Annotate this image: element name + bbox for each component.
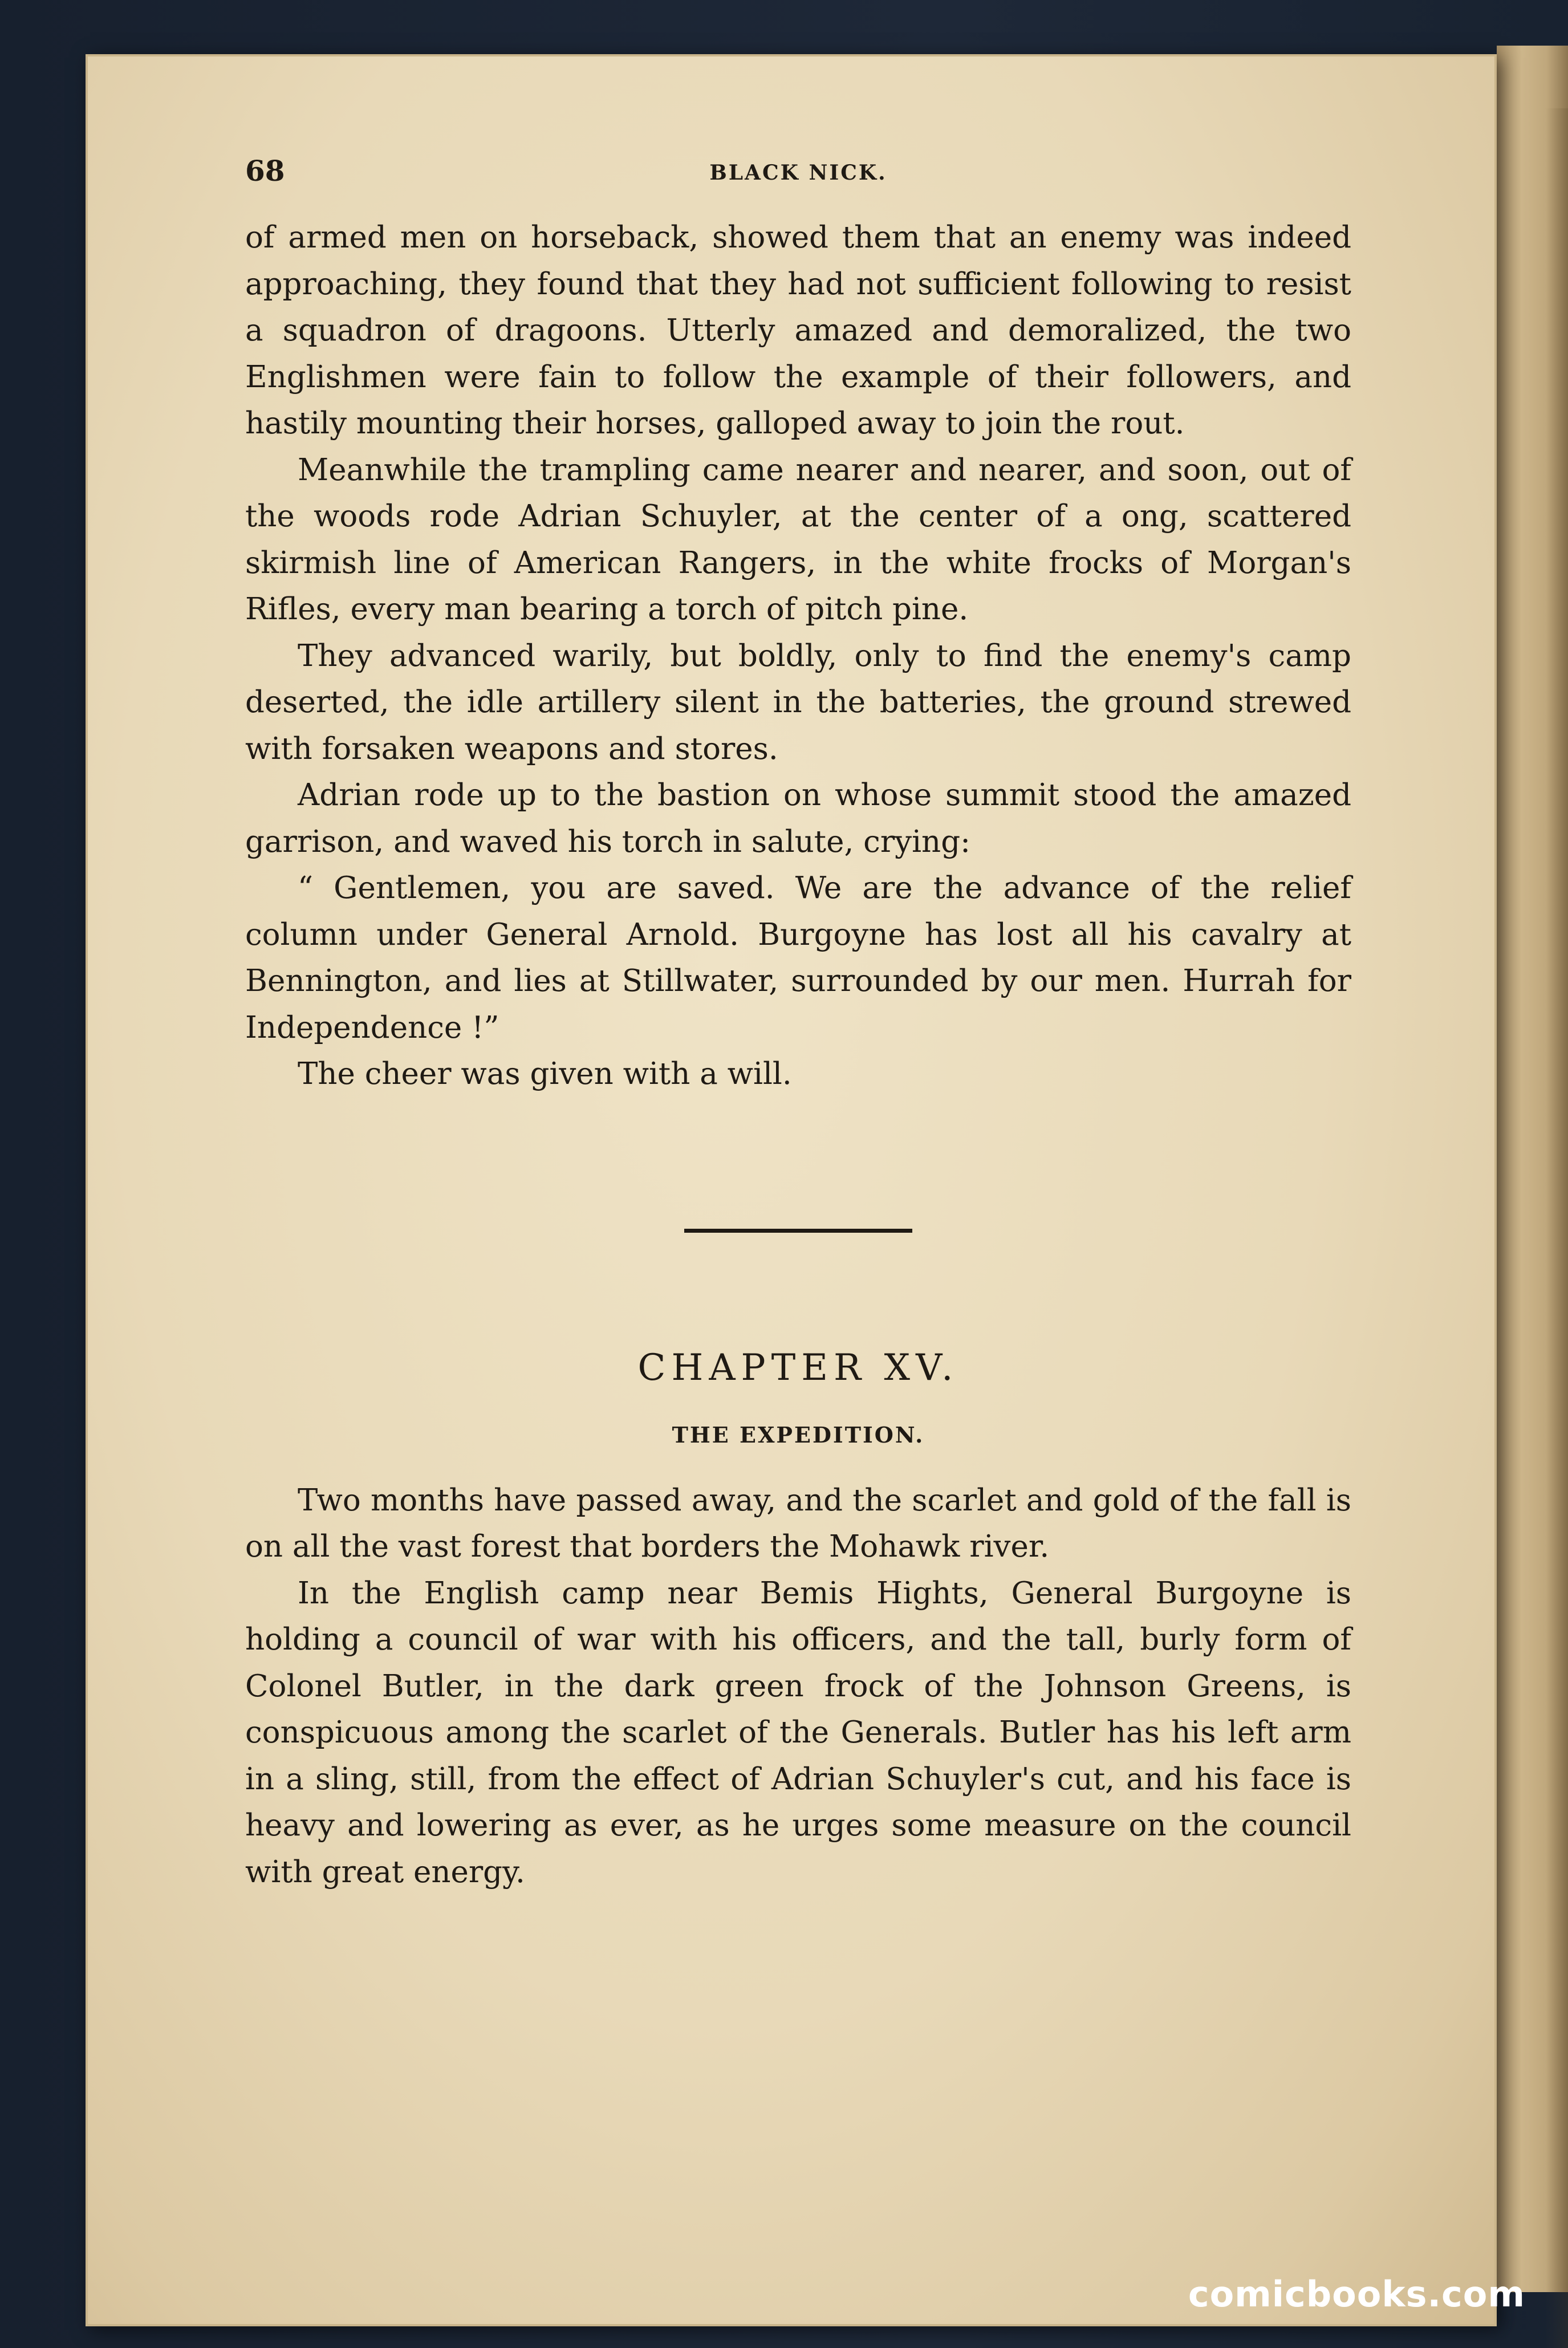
- gutter-shadow: [1545, 108, 1568, 2348]
- paragraph: The cheer was given with a will.: [298, 1057, 792, 1091]
- section-divider: [684, 1229, 912, 1233]
- paragraph: of armed men on horseback, showed them that an enemy was indeed approaching, they found that they had not sufficient following to resist a squadron of dragoons. Utterly amazed and demoralized, the two Englishmen were fain to follow the example of their followers, and hastily mounting their horses, galloped away to join the rout.: [245, 220, 1351, 441]
- paragraph: In the English camp near Bemis Hights, General Burgoyne is holding a council of war with his officers, and the tall, burly form of Colonel Butler, in the dark green frock of the Johnson Greens, is conspicuous among the scarlet of the Generals. Butler has his left arm in a sling, still, from the effect of Adrian Schuyler's cut, and his face is heavy and lowering as ever, as he urges some measure on the council with great energy.: [245, 1575, 1351, 1890]
- page-number: 68: [245, 154, 285, 188]
- running-head: [245, 149, 1351, 195]
- page-text: [245, 149, 1351, 1895]
- paragraph: Adrian rode up to the bastion on whose summit stood the amazed garrison, and waved his torch in salute, crying:: [245, 778, 1351, 859]
- paragraph: “ Gentlemen, you are saved. We are the advance of the relief column under General Arnold. Burgoyne has lost all his cavalry at Bennington, and lies at Stillwater, surrounded by our men. Hurrah for Independence !”: [245, 871, 1351, 1045]
- running-title: BLACK NICK.: [709, 161, 887, 185]
- paragraph: They advanced warily, but boldly, only to find the enemy's camp deserted, the idle artillery silent in the batteries, the ground strewed with forsaken weapons and stores.: [245, 638, 1351, 766]
- chapter-title: CHAPTER XV.: [637, 1346, 959, 1389]
- chapter-subtitle: THE EXPEDITION.: [672, 1421, 925, 1448]
- paragraph: Meanwhile the trampling came nearer and nearer, and soon, out of the woods rode Adrian Schuyler, at the center of a ong, scattered skirmish line of American Rangers, in the white frocks of Morgan's Rifles, every man bearing a torch of pitch pine.: [245, 452, 1351, 627]
- watermark: comicbooks.com: [1188, 2273, 1525, 2315]
- paragraph: Two months have passed away, and the scarlet and gold of the fall is on all the vast forest that borders the Mohawk river.: [245, 1482, 1351, 1564]
